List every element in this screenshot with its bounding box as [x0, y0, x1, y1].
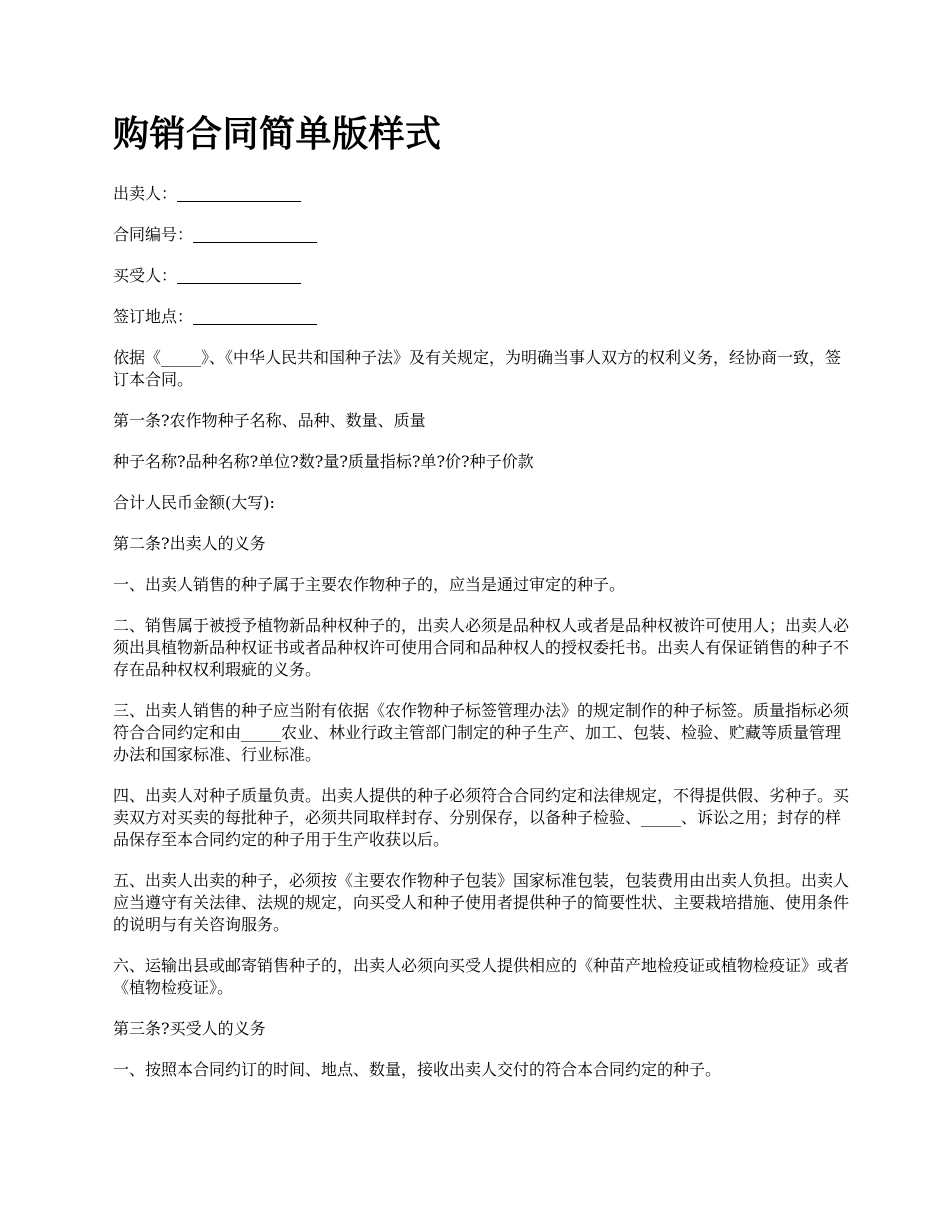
article-2-clause-6: 六、运输出县或邮寄销售种子的，出卖人必须向买受人提供相应的《种苗产地检疫证或植物检疫证》或者《植物检疫证》。 [113, 956, 850, 997]
buyer-field [113, 265, 855, 287]
seed-table-header-line: 种子名称?品种名称?单位?数?量?质量指标?单?价?种子价款 [113, 452, 534, 471]
article-2-clause-3: 三、出卖人销售的种子应当附有依据《农作物种子标签管理办法》的规定制作的种子标签。质量指标必须符合合同约定和由_____农业、林业行政主管部门制定的种子生产、加工、包装、检验、贮藏等质量管理办法和国家标准、行业标准。 [113, 701, 850, 764]
total-amount-line: 合计人民币金额(大写): [113, 493, 275, 512]
seller-blank[interactable] [177, 185, 301, 202]
seller-field [113, 183, 855, 205]
article-2-clause-1: 一、出卖人销售的种子属于主要农作物种子的，应当是通过审定的种子。 [113, 575, 626, 594]
preamble-paragraph: 依据《_____》、《中华人民共和国种子法》及有关规定，为明确当事人双方的权利义务，经协商一致，签订本合同。 [113, 348, 842, 389]
contract-number-blank[interactable] [193, 226, 317, 243]
article-3-heading: 第三条?买受人的义务 [113, 1019, 266, 1038]
article-2-clause-5: 五、出卖人出卖的种子，必须按《主要农作物种子包装》国家标准包装，包装费用由出卖人负担。出卖人应当遵守有关法律、法规的规定，向买受人和种子使用者提供种子的简要性状、主要栽培措施、使用条件的说明与有关咨询服务。 [113, 871, 850, 934]
buyer-blank[interactable] [177, 267, 301, 284]
article-1-heading: 第一条?农作物种子名称、品种、数量、质量 [113, 411, 426, 430]
article-3-clause-1: 一、按照本合同约订的时间、地点、数量，接收出卖人交付的符合本合同约定的种子。 [113, 1060, 722, 1079]
document-title: 购销合同简单版样式 [113, 114, 442, 155]
signing-place-label: 签订地点： [113, 307, 194, 326]
signing-place-field [113, 306, 855, 328]
buyer-label: 买受人： [113, 266, 178, 285]
article-2-heading: 第二条?出卖人的义务 [113, 534, 266, 553]
contract-number-label: 合同编号： [113, 225, 194, 244]
contract-number-field [113, 224, 855, 246]
article-2-clause-4: 四、出卖人对种子质量负责。出卖人提供的种子必须符合合同约定和法律规定，不得提供假、劣种子。买卖双方对买卖的每批种子，必须共同取样封存、分别保存，以备种子检验、_____、诉讼之用；封存的样品保存至本合同约定的种子用于生产收获以后。 [113, 786, 850, 849]
seller-label: 出卖人： [113, 184, 178, 203]
article-2-clause-2: 二、销售属于被授予植物新品种权种子的，出卖人必须是品种权人或者是品种权被许可使用人；出卖人必须出具植物新品种权证书或者品种权许可使用合同和品种权人的授权委托书。出卖人有保证销售的种子不存在品种权权利瑕疵的义务。 [113, 616, 850, 679]
signing-place-blank[interactable] [193, 308, 317, 325]
